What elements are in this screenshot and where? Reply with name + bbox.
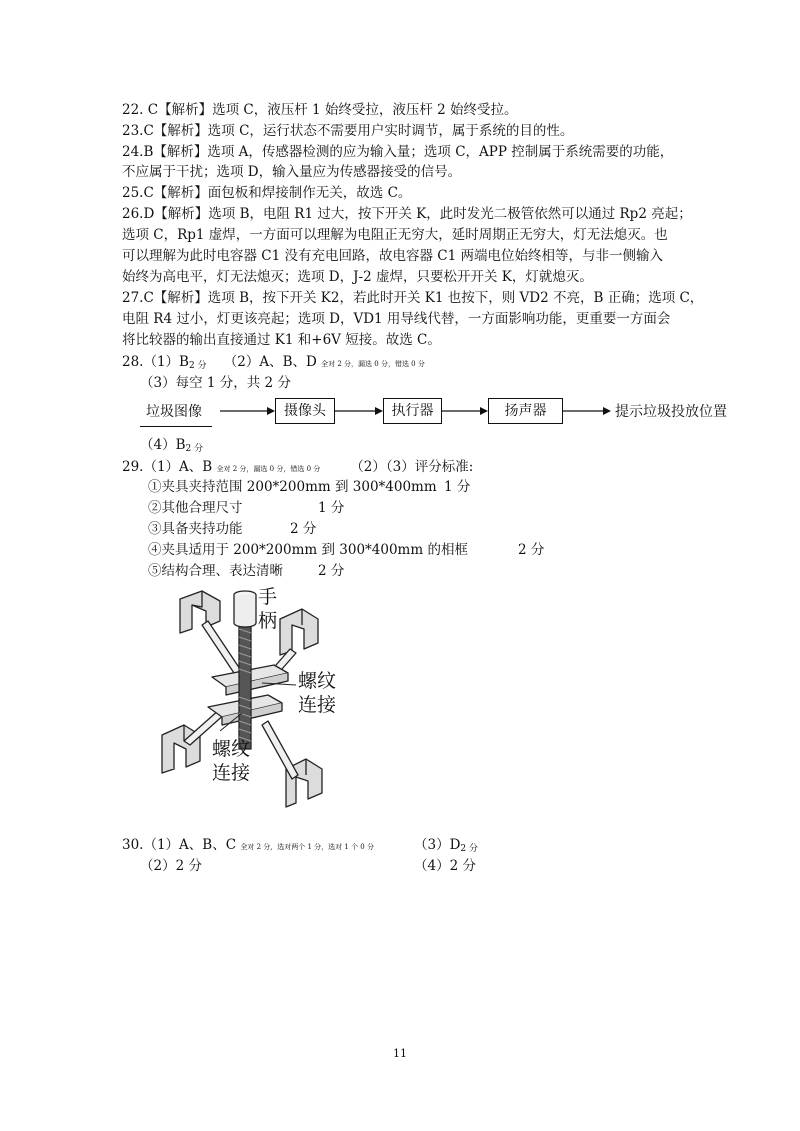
answer-24-line2: 不应属于干扰；选项 D，输入量应为传感器接受的信号。 — [122, 164, 462, 180]
answer-27-line1: 27.C【解析】选项 B，按下开关 K2，若此时开关 K1 也按下，则 VD2 不亮，B 正确；选项 C， — [122, 290, 704, 306]
label-thread-connection-upper: 螺纹连接 — [298, 670, 337, 716]
page-number: 11 — [393, 1047, 407, 1060]
criterion-3: ③具备夹持功能 — [148, 521, 243, 537]
label-handle: 手柄 — [258, 586, 278, 632]
answer-28-4-text: （4）B — [140, 437, 186, 453]
answer-27-line2: 电阻 R4 过小，灯更该亮起；选项 D，VD1 用导线代替，一方面影响功能，更重要一方面会 — [122, 311, 671, 327]
flow-box-speaker: 扬声器 — [488, 398, 563, 424]
answer-28-4-score: 2 分 — [185, 444, 204, 454]
answer-28-2-note: 全对 2 分，漏选 0 分，错选 0 分 — [321, 360, 425, 368]
criterion-1-score: 1 分 — [444, 479, 471, 495]
answer-30-part4: （4）2 分 — [414, 858, 476, 874]
answer-26-line2: 选项 C，Rp1 虚焊，一方面可以理解为电阻正无穷大，延时周期正无穷大，灯无法熄灭。也 — [122, 227, 668, 243]
criterion-2-score: 1 分 — [318, 500, 345, 516]
answer-24-line1: 24.B【解析】选项 A，传感器检测的应为输入量；选项 C，APP 控制属于系统需要的功能， — [122, 144, 674, 160]
flow-output-label: 提示垃圾投放位置 — [615, 404, 727, 420]
answer-30-part1 — [122, 835, 374, 857]
flow-box-camera: 摄像头 — [275, 398, 335, 424]
answer-29-part1 — [122, 457, 473, 479]
answer-28-2-text: （2）A、B、D — [223, 354, 317, 370]
answer-28-1-text: 28.（1）B — [122, 354, 189, 370]
answer-26-line1: 26.D【解析】选项 B，电阻 R1 过大，按下开关 K，此时发光二极管依然可以通过 Rp2 亮起； — [122, 206, 692, 222]
answer-26-line4: 始终为高电平，灯无法熄灭；选项 D，J-2 虚焊，只要松开开关 K，灯就熄灭。 — [122, 269, 593, 285]
answer-29-2-text: （2）（3）评分标准: — [350, 459, 474, 475]
answer-30-1-note: 全对 2 分，选对两个 1 分，选对 1 个 0 分 — [240, 843, 374, 851]
flow-diagram — [140, 396, 740, 436]
answer-28-1-score: 2 分 — [188, 361, 207, 371]
criterion-1: ①夹具夹持范围 200*200mm 到 300*400mm — [148, 479, 437, 495]
answer-30-1-text: 30.（1）A、B、C — [122, 837, 237, 853]
answer-27-line3: 将比较器的输出直接通过 K1 和+6V 短接。故选 C。 — [122, 332, 441, 348]
answer-28-part3: （3）每空 1 分，共 2 分 — [140, 375, 291, 391]
criterion-5-score: 2 分 — [318, 563, 345, 579]
answer-22: 22. C【解析】选项 C，液压杆 1 始终受拉，液压杆 2 始终受拉。 — [122, 102, 518, 118]
answer-26-line3: 可以理解为此时电容器 C1 没有充电回路，故电容器 C1 两端电位始终相等，与非一侧输入 — [122, 248, 664, 264]
flow-box-actuator: 执行器 — [383, 398, 442, 424]
answer-30-3-text: （3）D — [414, 837, 461, 853]
clamp-figure — [150, 585, 390, 817]
answer-28-part4 — [140, 435, 203, 457]
criterion-4: ④夹具适用于 200*200mm 到 300*400mm 的相框 — [148, 542, 468, 558]
answer-30-part3 — [414, 835, 478, 857]
answer-30-part2: （2）2 分 — [140, 858, 202, 874]
answer-29-1-note: 全对 2 分，漏选 0 分，错选 0 分 — [216, 465, 321, 473]
answer-30-3-score: 2 分 — [460, 844, 479, 854]
answer-25: 25.C【解析】面包板和焊接制作无关，故选 C。 — [122, 185, 412, 201]
criterion-4-score: 2 分 — [518, 542, 545, 558]
answer-28-part1 — [122, 352, 425, 374]
answer-29-1-text: 29.（1）A、B — [122, 459, 213, 475]
criterion-5: ⑤结构合理、表达清晰 — [148, 563, 283, 579]
answer-23: 23.C【解析】选项 C，运行状态不需要用户实时调节，属于系统的目的性。 — [122, 123, 574, 139]
criterion-2: ②其他合理尺寸 — [148, 500, 243, 516]
criterion-3-score: 2 分 — [290, 521, 317, 537]
label-thread-connection-lower: 螺纹连接 — [212, 738, 251, 784]
flow-input-label: 垃圾图像 — [146, 404, 202, 420]
